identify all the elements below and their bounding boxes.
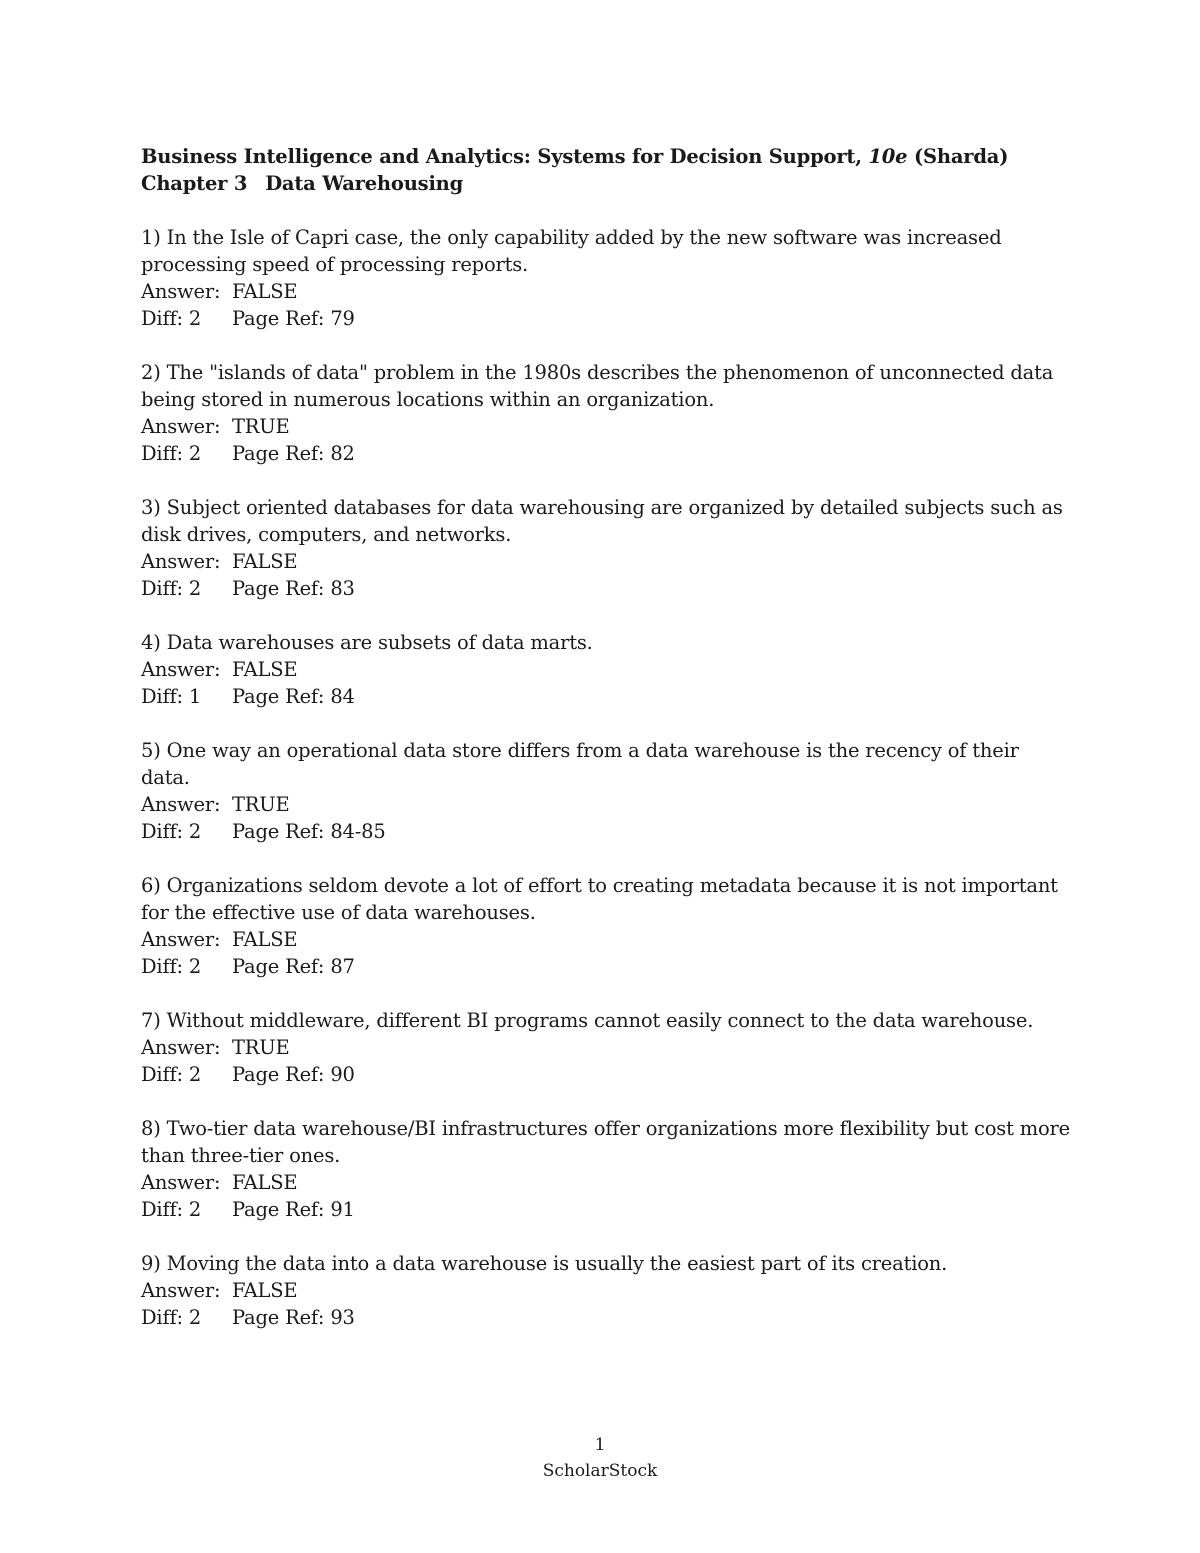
question-text: 9) Moving the data into a data warehouse is usually the easiest part of its creation. bbox=[141, 1252, 948, 1275]
page-ref-value: 83 bbox=[330, 577, 355, 600]
answer-value: FALSE bbox=[232, 1279, 298, 1302]
answer-line bbox=[141, 1277, 1071, 1304]
meta-line bbox=[141, 1061, 1071, 1088]
meta-line bbox=[141, 1196, 1071, 1223]
answer-value: TRUE bbox=[232, 1036, 290, 1059]
answer-value: FALSE bbox=[232, 658, 298, 681]
answer-line bbox=[141, 548, 1071, 575]
difficulty: Diff: 2 bbox=[141, 1198, 202, 1221]
meta-line bbox=[141, 953, 1071, 980]
page-ref-value: 93 bbox=[330, 1306, 355, 1329]
difficulty: Diff: 1 bbox=[141, 685, 202, 708]
page-ref-label: Page Ref: bbox=[232, 307, 325, 330]
meta-line bbox=[141, 440, 1071, 467]
answer-label: Answer: bbox=[141, 415, 221, 438]
answer-line bbox=[141, 413, 1071, 440]
answer-value: FALSE bbox=[232, 928, 298, 951]
answer-line bbox=[141, 656, 1071, 683]
question-item bbox=[141, 1007, 1071, 1088]
page-ref-value: 79 bbox=[330, 307, 355, 330]
page-ref-label: Page Ref: bbox=[232, 1306, 325, 1329]
question-text: 4) Data warehouses are subsets of data marts. bbox=[141, 631, 593, 654]
question-item bbox=[141, 224, 1071, 332]
answer-line bbox=[141, 1169, 1071, 1196]
question-item bbox=[141, 359, 1071, 467]
question-item bbox=[141, 1250, 1071, 1331]
difficulty: Diff: 2 bbox=[141, 307, 202, 330]
difficulty: Diff: 2 bbox=[141, 442, 202, 465]
answer-label: Answer: bbox=[141, 793, 221, 816]
answer-label: Answer: bbox=[141, 928, 221, 951]
page-ref-value: 84-85 bbox=[330, 820, 386, 843]
answer-label: Answer: bbox=[141, 280, 221, 303]
page-ref-label: Page Ref: bbox=[232, 685, 325, 708]
question-item bbox=[141, 737, 1071, 845]
question-text: 8) Two-tier data warehouse/BI infrastructures offer organizations more flexibility but cost more than three-tier ones. bbox=[141, 1117, 1071, 1167]
meta-line bbox=[141, 818, 1071, 845]
answer-value: FALSE bbox=[232, 1171, 298, 1194]
page-ref-label: Page Ref: bbox=[232, 1063, 325, 1086]
answer-value: FALSE bbox=[232, 280, 298, 303]
difficulty: Diff: 2 bbox=[141, 1063, 202, 1086]
answer-value: FALSE bbox=[232, 550, 298, 573]
question-text: 1) In the Isle of Capri case, the only capability added by the new software was increased processing speed of processing reports. bbox=[141, 226, 1002, 276]
page-ref-label: Page Ref: bbox=[232, 820, 325, 843]
book-title: Business Intelligence and Analytics: Systems for Decision Support, bbox=[141, 145, 862, 168]
answer-label: Answer: bbox=[141, 1036, 221, 1059]
page-ref-value: 91 bbox=[330, 1198, 355, 1221]
answer-line bbox=[141, 1034, 1071, 1061]
meta-line bbox=[141, 305, 1071, 332]
chapter-title: Data Warehousing bbox=[265, 172, 464, 195]
answer-line bbox=[141, 278, 1071, 305]
answer-label: Answer: bbox=[141, 1171, 221, 1194]
difficulty: Diff: 2 bbox=[141, 1306, 202, 1329]
book-title-line bbox=[141, 143, 1071, 170]
question-item bbox=[141, 1115, 1071, 1223]
meta-line bbox=[141, 1304, 1071, 1331]
question-text: 6) Organizations seldom devote a lot of effort to creating metadata because it is not important for the effective use of data warehouses. bbox=[141, 874, 1058, 924]
chapter-line bbox=[141, 170, 1071, 197]
page-ref-value: 90 bbox=[330, 1063, 355, 1086]
answer-label: Answer: bbox=[141, 550, 221, 573]
document-body bbox=[141, 143, 1071, 1358]
question-text: 3) Subject oriented databases for data warehousing are organized by detailed subjects such as disk drives, computers, and networks. bbox=[141, 496, 1063, 546]
page-number: 1 bbox=[594, 1435, 606, 1455]
question-item bbox=[141, 494, 1071, 602]
page-ref-label: Page Ref: bbox=[232, 955, 325, 978]
question-text: 5) One way an operational data store differs from a data warehouse is the recency of their data. bbox=[141, 739, 1019, 789]
document-header bbox=[141, 143, 1071, 197]
page-ref-label: Page Ref: bbox=[232, 577, 325, 600]
difficulty: Diff: 2 bbox=[141, 577, 202, 600]
answer-label: Answer: bbox=[141, 1279, 221, 1302]
meta-line bbox=[141, 683, 1071, 710]
question-list bbox=[141, 224, 1071, 1331]
book-edition: 10e bbox=[868, 145, 908, 168]
answer-label: Answer: bbox=[141, 658, 221, 681]
answer-value: TRUE bbox=[232, 415, 290, 438]
difficulty: Diff: 2 bbox=[141, 955, 202, 978]
book-author: (Sharda) bbox=[913, 145, 1009, 168]
difficulty: Diff: 2 bbox=[141, 820, 202, 843]
question-item bbox=[141, 629, 1071, 710]
page-ref-value: 84 bbox=[330, 685, 355, 708]
answer-value: TRUE bbox=[232, 793, 290, 816]
answer-line bbox=[141, 926, 1071, 953]
page-ref-label: Page Ref: bbox=[232, 442, 325, 465]
question-text: 2) The "islands of data" problem in the 1980s describes the phenomenon of unconnected data being stored in numerous locations within an organization. bbox=[141, 361, 1054, 411]
page-ref-value: 82 bbox=[330, 442, 355, 465]
chapter-number: Chapter 3 bbox=[141, 172, 248, 195]
question-item bbox=[141, 872, 1071, 980]
page-ref-value: 87 bbox=[330, 955, 355, 978]
question-text: 7) Without middleware, different BI programs cannot easily connect to the data warehouse. bbox=[141, 1009, 1034, 1032]
footer-brand: ScholarStock bbox=[542, 1461, 658, 1481]
meta-line bbox=[141, 575, 1071, 602]
page-ref-label: Page Ref: bbox=[232, 1198, 325, 1221]
answer-line bbox=[141, 791, 1071, 818]
